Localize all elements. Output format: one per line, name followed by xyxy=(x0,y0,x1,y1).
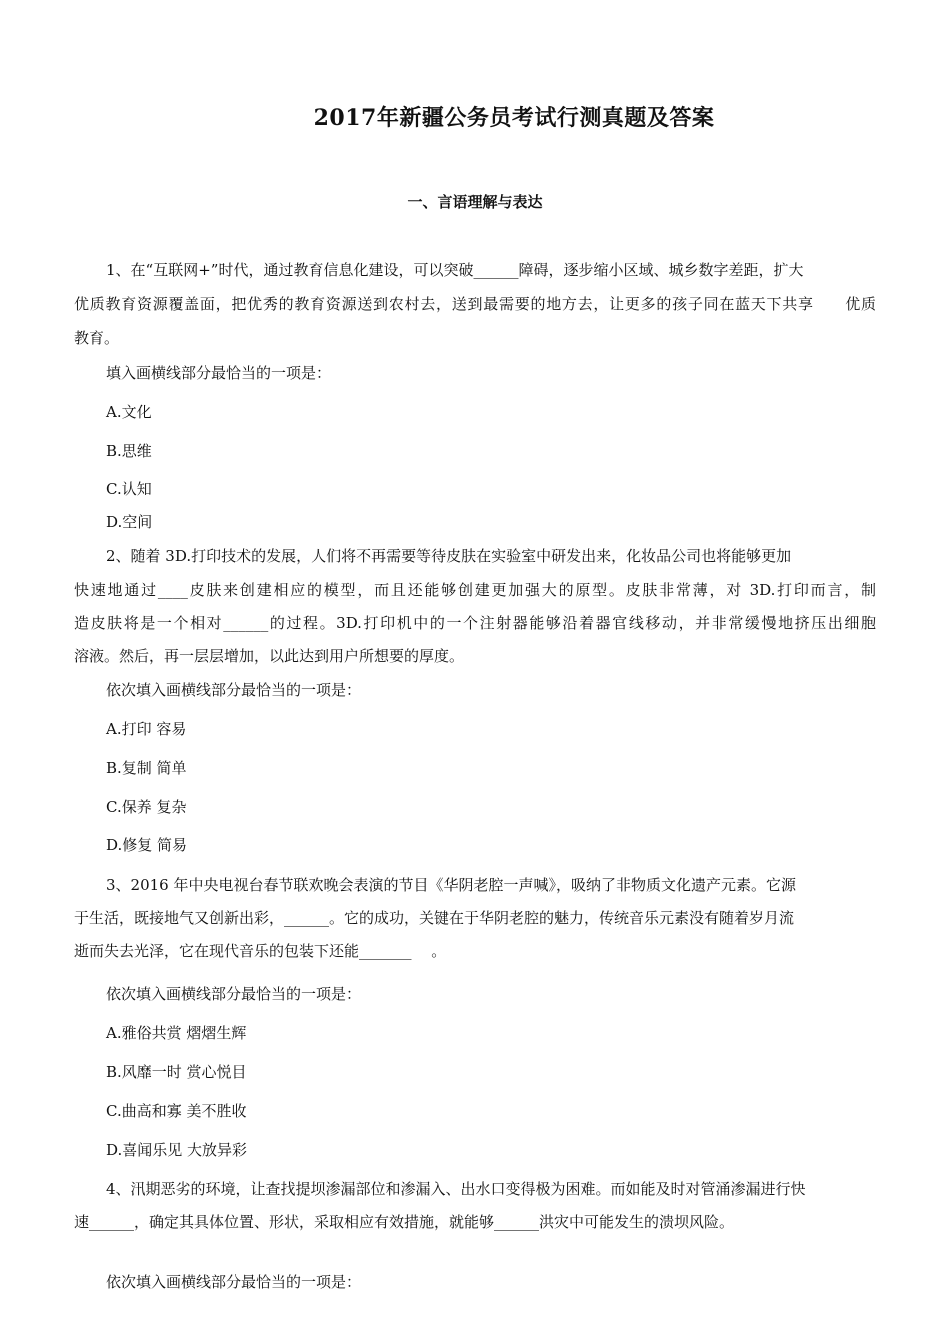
question-4-prompt: 依次填入画横线部分最恰当的一项是： xyxy=(106,1273,362,1291)
question-3-prompt: 依次填入画横线部分最恰当的一项是： xyxy=(106,985,362,1003)
question-2-line-2: 快速地通过____皮肤来创建相应的模型，而且还能够创建更加强大的原型。皮肤非常薄，对 3D.打印而言，制 xyxy=(74,581,876,599)
section-heading: 一、言语理解与表达 xyxy=(407,193,543,211)
question-2-option-a: A.打印 容易 xyxy=(106,720,187,738)
question-4-line-1: 4、汛期恶劣的环境，让查找提坝渗漏部位和渗漏入、出水口变得极为困难。而如能及时对管涌渗漏进行快 xyxy=(106,1180,806,1198)
question-2-option-d: D.修复 简易 xyxy=(106,836,188,854)
question-3-line-3: 逝而失去光泽，它在现代音乐的包装下还能_______ 。 xyxy=(74,942,447,960)
question-1-option-d: D.空间 xyxy=(106,513,153,531)
question-2-option-c: C.保养 复杂 xyxy=(106,798,187,816)
question-1-line-1: 1、在“互联网+”时代，通过教育信息化建设，可以突破______障碍，逐步缩小区域、城乡数字差距，扩大 xyxy=(106,261,804,279)
question-3-option-d: D.喜闻乐见 大放异彩 xyxy=(106,1141,248,1159)
question-4-line-2: 速______，确定其具体位置、形状，采取相应有效措施，就能够______洪灾中可能发生的溃坝风险。 xyxy=(74,1213,735,1231)
question-3-line-1: 3、2016 年中央电视台春节联欢晚会表演的节目《华阴老腔一声喊》，吸纳了非物质文化遗产元素。它源 xyxy=(106,876,796,894)
question-3-option-c: C.曲高和寡 美不胜收 xyxy=(106,1102,247,1120)
question-3-option-a: A.雅俗共赏 熠熠生辉 xyxy=(106,1024,247,1042)
document-title: 2017年新疆公务员考试行测真题及答案 xyxy=(313,105,715,131)
question-2-prompt: 依次填入画横线部分最恰当的一项是： xyxy=(106,681,362,699)
question-1-line-2: 优质教育资源覆盖面，把优秀的教育资源送到农村去，送到最需要的地方去，让更多的孩子同在蓝天下共享 优质 xyxy=(74,295,876,313)
question-1-line-3: 教育。 xyxy=(74,329,120,347)
question-1-option-b: B.思维 xyxy=(106,442,152,460)
question-3-option-b: B.风靡一时 赏心悦目 xyxy=(106,1063,247,1081)
question-3-line-2: 于生活，既接地气又创新出彩，______。它的成功，关键在于华阴老腔的魅力，传统音乐元素没有随着岁月流 xyxy=(74,909,795,927)
question-1-prompt: 填入画横线部分最恰当的一项是： xyxy=(106,364,332,382)
question-2-line-1: 2、随着 3D.打印技术的发展，人们将不再需要等待皮肤在实验室中研发出来，化妆品公司也将能够更加 xyxy=(106,547,792,565)
question-2-line-4: 溶液。然后，再一层层增加，以此达到用户所想要的厚度。 xyxy=(74,647,465,665)
question-1-option-a: A.文化 xyxy=(106,403,152,421)
question-2-option-b: B.复制 简单 xyxy=(106,759,187,777)
question-2-line-3: 造皮肤将是一个相对______的过程。3D.打印机中的一个注射器能够沿着器官线移动，并非常缓慢地挤压出细胞 xyxy=(74,614,876,632)
question-1-option-c: C.认知 xyxy=(106,480,152,498)
